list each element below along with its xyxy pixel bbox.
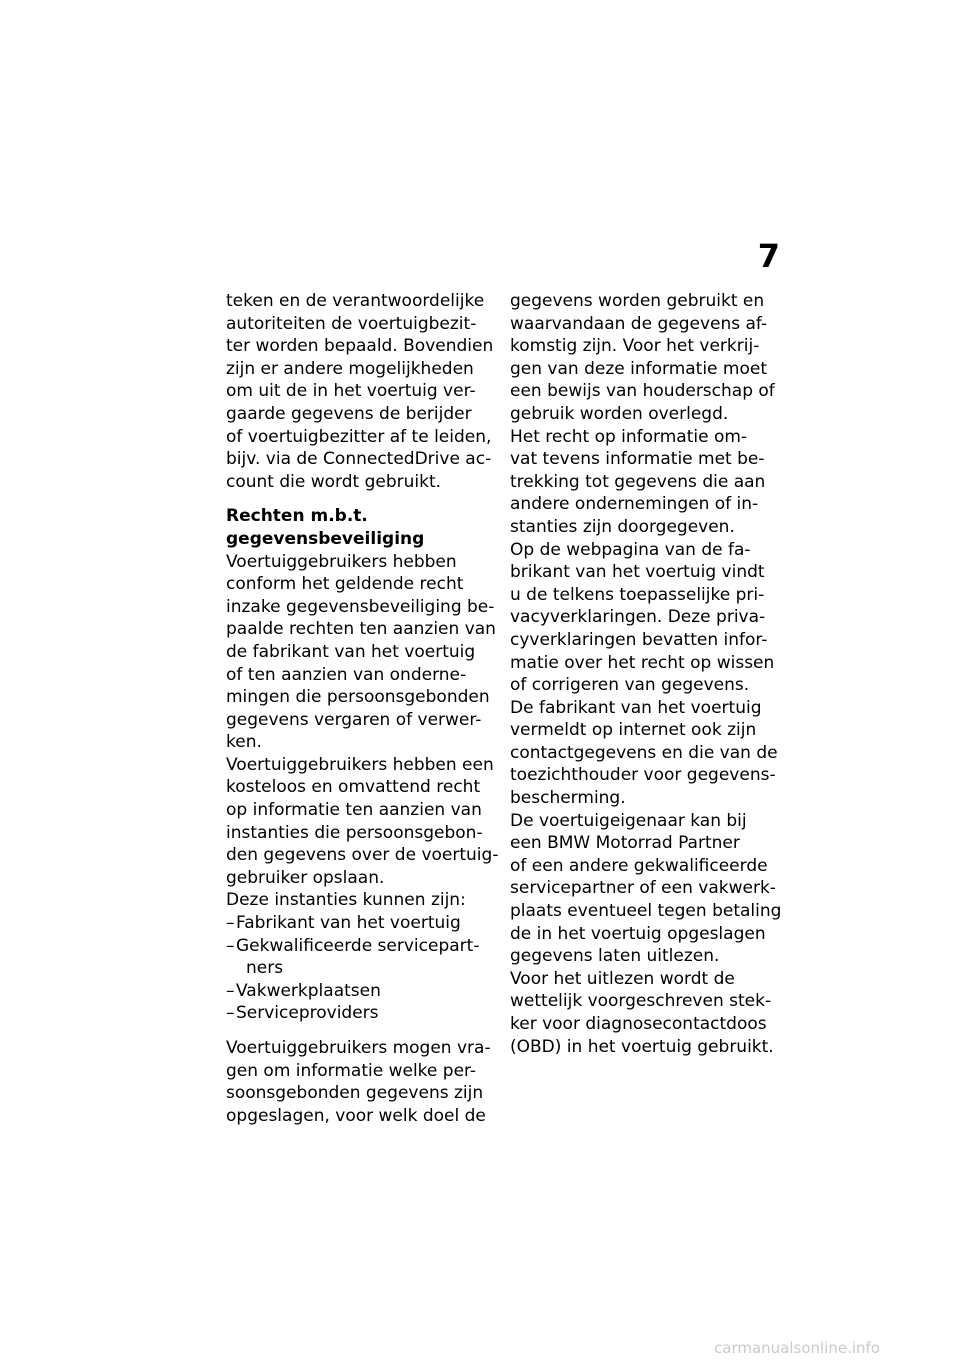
page-number: 7 — [757, 237, 780, 275]
text-line: count die wordt gebruikt. — [226, 471, 442, 492]
text-line: mingen die persoonsgebonden — [226, 687, 490, 708]
paragraph-request-info — [226, 1037, 496, 1127]
text-line: ker voor diagnosecontactdoos — [510, 1014, 767, 1034]
text-line: matie over het recht op wissen — [510, 652, 775, 673]
watermark-text: carmanualsonline.info — [714, 1339, 880, 1357]
text-line: De voertuigeigenaar kan bij — [510, 810, 747, 831]
text-line: of een andere gekwalificeerde — [510, 855, 768, 876]
text-line: gebruiker opslaan. — [226, 867, 385, 888]
text-line: de fabrikant van het voertuig — [226, 641, 476, 662]
list-item — [226, 1002, 496, 1025]
text-line: conform het geldende recht — [226, 574, 464, 595]
heading-line: gegevensbeveiliging — [226, 528, 425, 549]
paragraph-data-usage — [510, 290, 785, 426]
text-line: bescherming. — [510, 788, 626, 809]
text-line: (OBD) in het voertuig gebruikt. — [510, 1036, 774, 1057]
text-line: gegevens vergaren of verwer- — [226, 709, 482, 730]
text-line: of corrigeren van gegevens. — [510, 675, 750, 696]
text-line: de in het voertuig opgeslagen — [510, 923, 766, 944]
text-line: kosteloos en omvattend recht — [226, 777, 481, 798]
list-item-text: Gekwalificeerde servicepart- — [236, 935, 480, 956]
text-line: De fabrikant van het voertuig — [510, 697, 762, 718]
list-intro: Deze instanties kunnen zijn: — [226, 890, 466, 911]
list-item-text: Serviceproviders — [236, 1003, 379, 1024]
list-item-text: Fabrikant van het voertuig — [236, 913, 461, 934]
text-line: contactgegevens en die van de — [510, 742, 778, 763]
text-line: inzake gegevensbeveiliging be- — [226, 596, 495, 617]
text-line: om uit de in het voertuig ver- — [226, 381, 476, 402]
text-line: gen van deze informatie moet — [510, 358, 768, 379]
text-line: u de telkens toepasselijke pri- — [510, 584, 765, 605]
text-line: teken en de verantwoordelijke — [226, 291, 485, 311]
text-line: een BMW Motorrad Partner — [510, 833, 740, 854]
paragraph-data-readout — [510, 810, 785, 968]
dash-bullet: – — [226, 935, 235, 956]
text-line: soonsgebonden gegevens zijn — [226, 1083, 484, 1104]
text-line: komstig zijn. Voor het verkrij- — [510, 336, 760, 357]
text-line: paalde rechten ten aanzien van — [226, 619, 496, 640]
list-item-text: ners — [246, 958, 284, 979]
paragraph-disclosure — [510, 426, 785, 539]
list-item — [226, 912, 496, 935]
text-line: Het recht op informatie om- — [510, 426, 748, 447]
paragraph-intro-continued — [226, 290, 496, 493]
text-line: servicepartner of een vakwerk- — [510, 878, 776, 899]
list-item — [226, 935, 496, 958]
text-line: of ten aanzien van onderne- — [226, 664, 467, 685]
text-line: autoriteiten de voertuigbezit- — [226, 313, 477, 334]
paragraph-information-right — [226, 754, 499, 890]
text-line: den gegevens over de voertuig- — [226, 845, 499, 866]
paragraph-obd — [510, 968, 785, 1058]
text-line: gebruik worden overlegd. — [510, 403, 729, 424]
text-line: Voor het uitlezen wordt de — [510, 968, 735, 989]
text-line: trekking tot gegevens die aan — [510, 471, 766, 492]
text-line: plaats eventueel tegen betaling — [510, 901, 782, 922]
section-heading — [226, 505, 496, 550]
text-line: of voertuigbezitter af te leiden, — [226, 426, 492, 447]
text-line: andere ondernemingen of in- — [510, 494, 759, 515]
right-column — [510, 290, 785, 1058]
text-line: waarvandaan de gegevens af- — [510, 313, 768, 334]
paragraph-rights — [226, 551, 496, 754]
dash-bullet: – — [226, 1003, 235, 1024]
dash-bullet: – — [226, 980, 235, 1001]
text-line: Voertuiggebruikers hebben een — [226, 754, 494, 775]
text-line: op informatie ten aanzien van — [226, 800, 482, 821]
text-line: vat tevens informatie met be- — [510, 449, 765, 470]
text-line: bijv. via de ConnectedDrive ac- — [226, 449, 492, 470]
text-line: vacyverklaringen. Deze priva- — [510, 607, 766, 628]
paragraph-privacy-statements — [510, 539, 785, 697]
left-column — [226, 290, 499, 1127]
text-line: Op de webpagina van de fa- — [510, 539, 751, 560]
list-item-text: Vakwerkplaatsen — [236, 980, 381, 1001]
text-line: ken. — [226, 732, 262, 753]
text-line: wettelijk voorgeschreven stek- — [510, 991, 772, 1012]
text-line: brikant van het voertuig vindt — [510, 562, 765, 583]
text-line: gegevens worden gebruikt en — [510, 291, 765, 311]
text-line: Voertuiggebruikers mogen vra- — [226, 1038, 491, 1058]
text-line: stanties zijn doorgegeven. — [510, 516, 735, 537]
text-line: een bewijs van houderschap of — [510, 381, 775, 402]
text-line: opgeslagen, voor welk doel de — [226, 1105, 486, 1126]
text-line: ter worden bepaald. Bovendien — [226, 336, 494, 357]
text-line: instanties die persoonsgebon- — [226, 822, 483, 843]
text-line: gen om informatie welke per- — [226, 1060, 477, 1081]
heading-line: Rechten m.b.t. — [226, 506, 368, 527]
text-line: vermeldt op internet ook zijn — [510, 720, 757, 741]
list-item — [226, 980, 496, 1003]
list-item-continuation — [226, 957, 496, 980]
paragraph-contact-details — [510, 697, 785, 810]
dash-bullet: – — [226, 913, 235, 934]
text-line: cyverklaringen bevatten infor- — [510, 629, 768, 650]
text-line: gaarde gegevens de berijder — [226, 403, 472, 424]
text-line: zijn er andere mogelijkheden — [226, 358, 474, 379]
text-line: Voertuiggebruikers hebben — [226, 551, 457, 572]
text-line: gegevens laten uitlezen. — [510, 946, 720, 967]
text-line: toezichthouder voor gegevens- — [510, 765, 776, 786]
instances-list — [226, 912, 496, 1025]
